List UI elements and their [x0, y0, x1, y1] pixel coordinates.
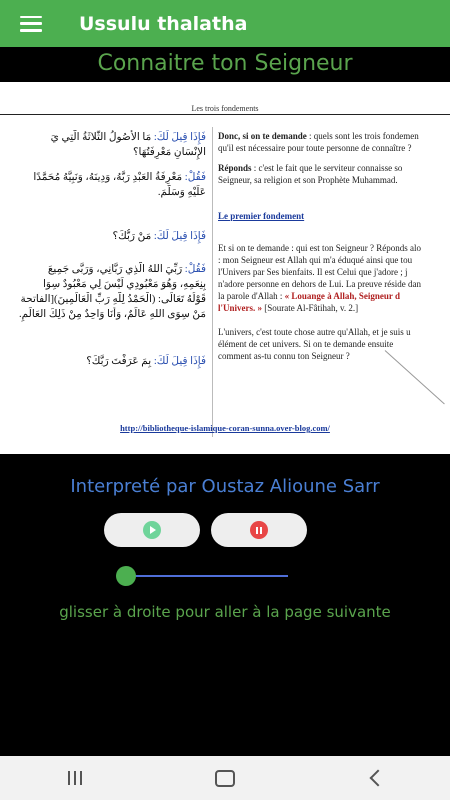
arabic-text: رَبِّيَ اللهُ الَّذِي رَبَّانِي، وَرَبَّى جَمِيعَ: [47, 264, 185, 275]
french-text-line: [218, 302, 450, 315]
arabic-question-marker: فَإِذَا قِيلَ لَكَ:: [153, 132, 206, 143]
french-text: : mon Seigneur est Allah qui m'a éduqué ainsi que tou: [218, 255, 413, 265]
arabic-text: الإِنْسَانِ مَعْرِفَتُهَا؟: [132, 147, 206, 158]
arabic-text: عَلَيْهِ وَسَلَّمَ.: [157, 187, 206, 198]
slider-track: [124, 575, 288, 577]
column-divider: [212, 127, 213, 437]
source-link[interactable]: http://bibliotheque-islamique-coran-sunna.over-blog.com/: [120, 423, 330, 433]
french-text: Et si on te demande : qui est ton Seigneur ? Réponds alo: [218, 243, 421, 253]
back-icon: [370, 770, 387, 787]
page-heading: Connaitre ton Seigneur: [97, 51, 353, 76]
french-text-line: [218, 162, 450, 175]
french-text: l'Univers par Ses bienfaits. Il est Celui que j'adore ; j: [218, 267, 408, 277]
french-text: Seigneur, sa religion et son Prophète Muhammad.: [218, 175, 398, 185]
app-bar: [0, 0, 450, 47]
arabic-text-line: [6, 277, 206, 292]
french-text-line: [218, 266, 450, 279]
french-text: élément de cet univers. Si on te demande ensuite: [218, 339, 394, 349]
french-text: : c'est le fait que le serviteur connaisse so: [251, 163, 403, 173]
arabic-text: بِمَ عَرَفْتَ رَبَّكَ؟: [86, 356, 154, 367]
arabic-text-line: [6, 292, 206, 307]
back-button[interactable]: [345, 758, 405, 798]
french-text-line: [218, 142, 450, 155]
french-text: n'adore personne en dehors de Lui. La preuve réside dan: [218, 279, 422, 289]
french-text: L'univers, c'est toute chose autre qu'Allah, et je suis u: [218, 327, 411, 337]
arabic-text: مَنْ رَبُّكَ؟: [112, 231, 154, 242]
arabic-text: مَعْرِفَةُ العَبْدِ رَبَّهُ، وَدِينَهُ، وَنَبِيَّهُ مُحَمَّدًا: [33, 172, 185, 183]
system-nav-bar: [0, 756, 450, 800]
french-text: : quels sont les trois fondemen: [306, 131, 419, 141]
french-text-line: [218, 242, 450, 255]
app-title: Ussulu thalatha: [79, 12, 248, 35]
french-text: qu'il est nécessaire pour toute personne de connaître ?: [218, 143, 412, 153]
quran-quote: l'Univers. »: [218, 303, 262, 313]
arabic-question-marker: فَقُلْ:: [184, 172, 206, 183]
document-rule: [0, 114, 450, 115]
french-text-line: [218, 350, 450, 363]
arabic-text-line: [6, 145, 206, 160]
arabic-text: قَوْلُهُ تَعَالَى: (الْحَمْدُ لِلَّهِ رَبِّ الْعَالَمِينَ)[الفاتحة: [20, 294, 206, 305]
arabic-text: بِنِعَمِهِ، وَهُوَ مَعْبُودِي لَيْسَ لِي مَعْبُودٌ سِوَا: [42, 279, 206, 290]
french-text: [Sourate Al-Fâtihah, v. 2.]: [262, 303, 359, 313]
french-text-line: [218, 254, 450, 267]
bold-lead: Réponds: [218, 163, 252, 173]
recents-button[interactable]: [45, 758, 105, 798]
arabic-text-line: [6, 185, 206, 200]
arabic-text-line: [6, 262, 206, 277]
interpreter-label: Interpreté par Oustaz Alioune Sarr: [70, 476, 380, 497]
french-text-line: [218, 338, 450, 351]
home-icon: [215, 770, 235, 787]
play-icon: [143, 521, 161, 539]
french-text: comment as-tu connu ton Seigneur ?: [218, 351, 350, 361]
arabic-text: مَنْ سِوَى اللهِ عَالَمٌ، وَأَنَا وَاحِدٌ مِنْ ذَلِكَ العَالَمِ.: [19, 309, 206, 320]
arabic-question-marker: فَإِذَا قِيلَ لَكَ:: [153, 231, 206, 242]
pause-button[interactable]: [211, 513, 307, 547]
swipe-hint: glisser à droite pour aller à la page suivante: [59, 603, 391, 621]
french-text-line: [218, 174, 450, 187]
play-button[interactable]: [104, 513, 200, 547]
quran-quote: « Louange à Allah, Seigneur d: [284, 291, 400, 301]
section-heading: Le premier fondement: [218, 211, 305, 221]
document-page[interactable]: [0, 82, 450, 454]
pause-icon: [250, 521, 268, 539]
recents-icon: [68, 771, 82, 785]
document-header: Les trois fondements: [191, 104, 259, 113]
french-text-line: [218, 278, 450, 291]
french-text-line: [218, 210, 450, 223]
arabic-question-marker: فَقُلْ:: [184, 264, 206, 275]
arabic-text-line: [6, 229, 206, 244]
french-text-line: [218, 326, 450, 339]
arabic-text-line: [6, 170, 206, 185]
audio-progress-slider[interactable]: [116, 566, 288, 586]
arabic-text-line: [6, 130, 206, 145]
arabic-text-line: [6, 354, 206, 369]
arabic-text: مَا الأُصُولُ الثَّلاثَةُ الَّتِي يَ: [50, 132, 154, 143]
arabic-question-marker: فَإِذَا قِيلَ لَكَ:: [153, 356, 206, 367]
slider-thumb[interactable]: [116, 566, 136, 586]
french-text-line: [218, 130, 450, 143]
french-text-line: [218, 290, 450, 303]
hamburger-menu-icon[interactable]: [20, 16, 42, 32]
bold-lead: Donc, si on te demande: [218, 131, 307, 141]
home-button[interactable]: [195, 758, 255, 798]
arabic-text-line: [6, 307, 206, 322]
french-text: la parole d'Allah :: [218, 291, 285, 301]
